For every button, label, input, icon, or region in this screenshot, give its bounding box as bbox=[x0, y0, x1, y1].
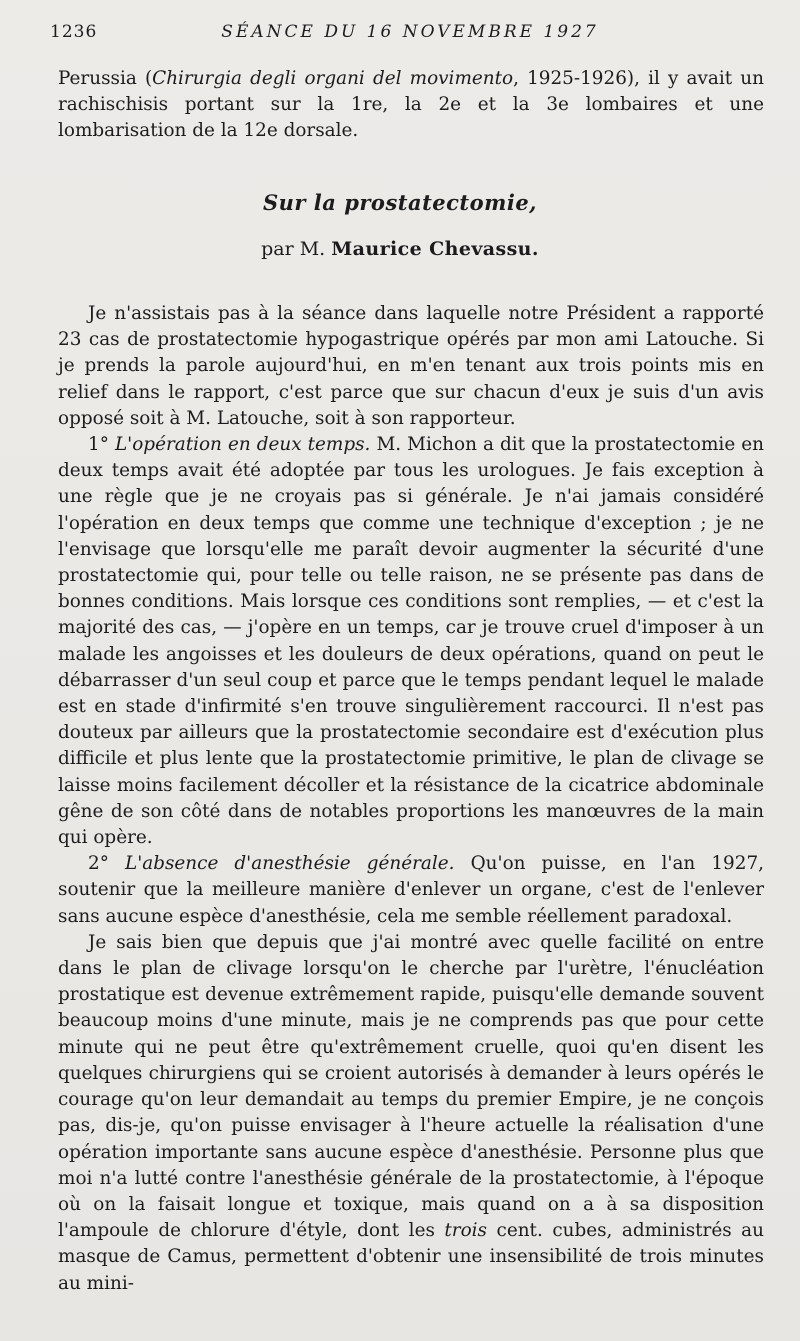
paragraph-point-1 bbox=[58, 432, 764, 851]
point-number: 1° bbox=[88, 434, 109, 456]
paragraph-anesthesia bbox=[58, 930, 764, 1297]
byline-prefix: par M. bbox=[261, 238, 326, 260]
author-name: Maurice Chevassu. bbox=[331, 238, 539, 260]
paragraph-point-2 bbox=[58, 851, 764, 930]
point-heading: L'absence d'anesthésie générale. bbox=[124, 853, 455, 875]
paragraph-text: Qu'on puisse, en l'an 1927, soutenir que la meilleure manière d'enlever un organe, c'est de l'enlever sans aucune espèce d'anesthésie, cela me semble réellement paradoxal. bbox=[58, 853, 764, 927]
intro-text bbox=[58, 66, 764, 145]
paragraph-text-end: cent. cubes, administrés au masque de Camus, permettent d'obtenir une insensibilité de trois minutes au mini- bbox=[58, 1220, 764, 1294]
intro-text-post: , 1925-1926), il y avait un rachischisis portant sur la 1re, la 2e et la 3e lombaires et une lombarisation de la 12e dorsale. bbox=[58, 68, 764, 142]
intro-text-pre: Perussia ( bbox=[58, 68, 153, 89]
paragraph-text: Je sais bien que depuis que j'ai montré avec quelle facilité on entre dans le plan de clivage lorsqu'on le cherche par l'urètre, l'énucléation prostatique est devenue extrêmement rapide, puisqu'elle demande souvent beaucoup moins d'une minute, mais je ne comprends pas que pour cette minute qui ne peut être qu'extrêmement cruelle, quoi qu'en disent les quelques chirurgiens qui se croient autorisés à demander à leurs opérés le courage qu'on leur demandait au temps du premier Empire, je ne conçois pas, dis-je, qu'on puisse envisager à l'heure actuelle la réalisation d'une opération importante sans aucune espèce d'anesthésie. Personne plus que moi n'a lutté contre l'anesthésie générale de la prostatectomie, à l'époque où on la faisait longue et toxique, mais quand on a à sa disposition l'ampoule de chlorure d'étyle, dont les bbox=[58, 931, 764, 1242]
paragraph-text: M. Michon a dit que la prostatectomie en deux temps avait été adoptée par tous les urologues. Je fais exception à une règle que je ne croyais pas si générale. Je n'ai jamais considéré l'opération en deux temps que comme une technique d'exception ; je ne l'envisage que lorsqu'elle me paraît devoir augmenter la sécurité d'une prostatectomie qui, pour telle ou telle raison, ne se présente pas dans de bonnes conditions. Mais lorsque ces conditions sont remplies, — et c'est la majorité des cas, — j'opère en un temps, car je trouve cruel d'imposer à un malade les angoisses et les douleurs de deux opérations, quand on peut le débarrasser d'un seul coup et parce que le temps pendant lequel le malade est en stade d'infirmité s'en trouve singulièrement raccourci. Il n'est pas douteux par ailleurs que la prostatectomie secondaire est d'exécution plus difficile et plus lente que la prostatectomie primitive, le plan de clivage se laisse moins facilement décoller et la résistance de la cicatrice abdominale gêne de son côté dans de notables proportions les manœuvres de la main qui opère. bbox=[58, 434, 764, 849]
page-number: 1236 bbox=[50, 22, 98, 42]
article-body bbox=[58, 301, 764, 1297]
intro-citation: Chirurgia degli organi del movimento bbox=[152, 68, 514, 89]
paragraph-intro bbox=[58, 301, 764, 432]
point-heading: L'opération en deux temps. bbox=[114, 434, 371, 456]
emphasized-word: trois bbox=[444, 1220, 487, 1242]
running-head bbox=[50, 22, 770, 46]
point-number: 2° bbox=[88, 853, 109, 875]
paragraph-text: Je n'assistais pas à la séance dans laquelle notre Président a rapporté 23 cas de prostatectomie hypogastrique opérés par mon ami Latouche. Si je prends la parole aujourd'hui, en m'en tenant aux trois points mis en relief dans le rapport, c'est parce que sur chacun d'eux je suis d'un avis opposé soit à M. Latouche, soit à son rapporteur. bbox=[58, 303, 764, 429]
running-title: SÉANCE DU 16 NOVEMBRE 1927 bbox=[221, 22, 599, 42]
article-title: Sur la prostatectomie, bbox=[262, 190, 537, 215]
intro-paragraph bbox=[58, 66, 764, 145]
byline bbox=[0, 238, 800, 260]
